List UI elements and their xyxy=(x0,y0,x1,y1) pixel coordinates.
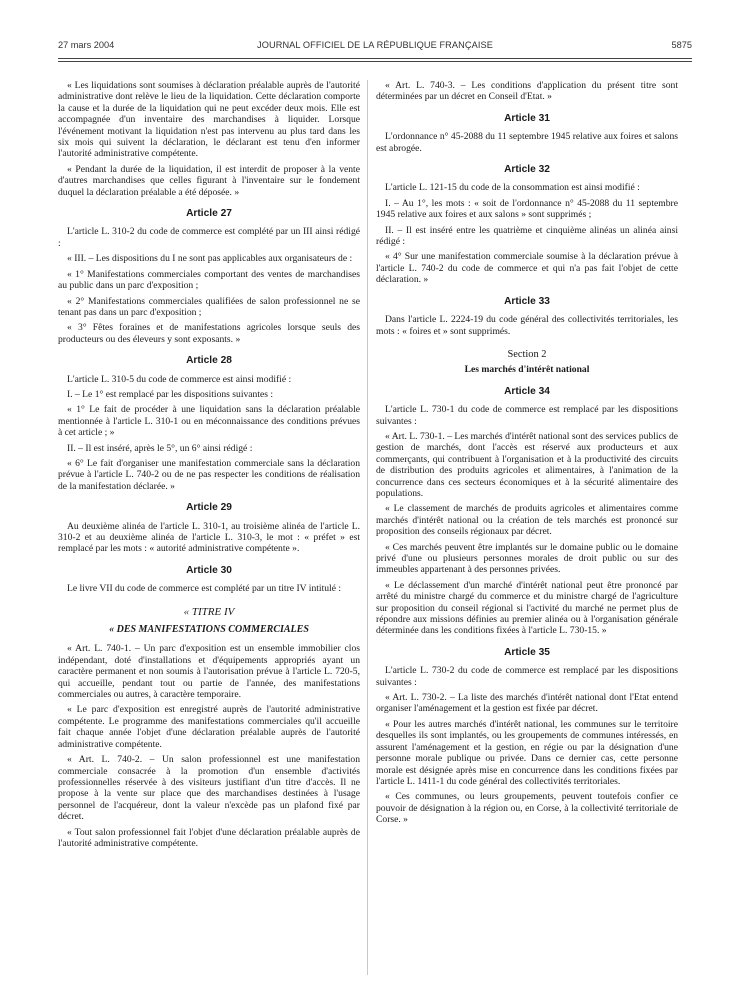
paragraph: « 3° Fêtes foraines et de manifestations agricoles lorsque seuls des producteurs ou des éleveurs y sont exposants. » xyxy=(58,322,360,345)
paragraph: I. – Au 1°, les mots : « soit de l'ordonnance n° 45-2088 du 11 septembre 1945 relative aux foires et aux salons » sont supprimés ; xyxy=(376,197,678,221)
paragraph: « 6° Le fait d'organiser une manifestation commerciale sans la déclaration prévue à l'article L. 740-2 ou de ne pas respecter les conditions de réalisation de la manifestation déclarée. » xyxy=(58,457,360,492)
paragraph: « Ces marchés peuvent être implantés sur le domaine public ou le domaine privé d'une ou plusieurs personnes morales de droit public ou sur des immeubles appartenant à des personnes privées. xyxy=(376,541,678,576)
article-heading: Article 29 xyxy=(186,502,232,514)
paragraph: « Pour les autres marchés d'intérêt national, les communes sur le territoire desquelles ils sont implantés, ou les groupements de communes intéressés, en assurent l'aménagement et la gestion, en régie ou par la désignation d'une personne morale publique ou privée. Dans ce dernier cas, cette personne morale est désignée après mise en concurrence dans les conditions fixées par l'article L. 1411-1 du code général des collectivités territoriales. xyxy=(376,718,678,787)
paragraph: L'article L. 730-1 du code de commerce est remplacé par les dispositions suivantes : xyxy=(376,404,678,427)
paragraph: « III. – Les dispositions du I ne sont pas applicables aux organisateurs de : xyxy=(67,253,353,265)
header-rule-bottom xyxy=(58,61,692,62)
article-heading: Article 32 xyxy=(504,164,550,176)
article-heading: Article 27 xyxy=(186,208,232,220)
journal-title: JOURNAL OFFICIEL DE LA RÉPUBLIQUE FRANÇAISE xyxy=(257,40,493,50)
paragraph: II. – Il est inséré entre les quatrième et cinquième alinéas un alinéa ainsi rédigé : xyxy=(376,224,678,248)
paragraph: L'article L. 730-2 du code de commerce est remplacé par les dispositions suivantes : xyxy=(376,665,678,688)
paragraph: « Art. L. 740-1. – Un parc d'exposition est un ensemble immobilier clos indépendant, doté d'installations et d'équipements appropriés ayant un caractère permanent et non soumis à l'autorisation prévue à l'article L. 720-5, qui accueille, pendant tout ou partie de l'année, des manifestations commerciales ou autres, à caractère temporaire. xyxy=(58,643,360,701)
page-number: 5875 xyxy=(671,40,692,50)
article-heading: Article 28 xyxy=(186,355,232,367)
paragraph: Dans l'article L. 2224-19 du code général des collectivités territoriales, les mots : « foires et » sont supprimés. xyxy=(376,314,678,337)
paragraph: « 1° Manifestations commerciales comportant des ventes de marchandises au public dans un parc d'exposition ; xyxy=(58,268,360,292)
paragraph: « Art. L. 740-3. – Les conditions d'application du présent titre sont déterminées par un décret en Conseil d'Etat. » xyxy=(376,80,678,103)
article-heading: Article 33 xyxy=(504,295,550,307)
column-divider xyxy=(367,80,368,975)
section-heading: Section 2 xyxy=(507,348,547,360)
header-date: 27 mars 2004 xyxy=(58,40,115,50)
paragraph: Le livre VII du code de commerce est complété par un titre IV intitulé : xyxy=(67,583,342,595)
right-column xyxy=(376,80,678,975)
paragraph: « Tout salon professionnel fait l'objet d'une déclaration préalable auprès de l'autorité administrative compétente. xyxy=(58,826,360,849)
title-heading: « TITRE IV xyxy=(183,605,235,618)
article-heading: Article 30 xyxy=(186,564,232,576)
paragraph: II. – Il est inséré, après le 5°, un 6° ainsi rédigé : xyxy=(67,442,253,454)
page-header xyxy=(58,40,692,54)
paragraph: « 4° Sur une manifestation commerciale soumise à la déclaration prévue à l'article L. 740-2 du code de commerce et qui n'a pas fait l'objet de cette déclaration. » xyxy=(376,251,678,286)
section-subheading: Les marchés d'intérêt national xyxy=(464,364,590,376)
paragraph: « Art. L. 730-1. – Les marchés d'intérêt national sont des services publics de gestion de marchés, dont l'accès est réservé aux producteurs et aux commerçants, qui contribuent à l'organisation et à la productivité des circuits de distribution des produits agricoles et alimentaires, à l'animation de la concurrence dans ces secteurs économiques et à la sécurité alimentaire des populations. xyxy=(376,430,678,499)
paragraph: « Le déclassement d'un marché d'intérêt national peut être prononcé par arrêté du ministre chargé du commerce et du ministre chargé de l'agriculture sur proposition du conseil régional si l'activité du marché ne permet plus de répondre aux missions définies au premier alinéa ou à l'organisation générale déterminée dans les conditions fixées à l'article L. 730-15. » xyxy=(376,579,678,637)
paragraph: « 1° Le fait de procéder à une liquidation sans la déclaration préalable mentionnée à l'article L. 310-1 ou en méconnaissance des conditions prévues à cet article ; » xyxy=(58,404,360,439)
paragraph: Au deuxième alinéa de l'article L. 310-1, au troisième alinéa de l'article L. 310-2 et au deuxième alinéa de l'article L. 310-3, le mot : « préfet » est remplacé par les mots : « autorité administrative compétente ». xyxy=(58,520,360,555)
paragraph: « 2° Manifestations commerciales qualifiées de salon professionnel ne se tenant pas dans un parc d'exposition ; xyxy=(58,295,360,318)
header-rule-top xyxy=(58,58,692,59)
title-subheading: « DES MANIFESTATIONS COMMERCIALES xyxy=(109,624,309,636)
paragraph: L'ordonnance n° 45-2088 du 11 septembre 1945 relative aux foires et salons est abrogée. xyxy=(376,131,678,154)
article-heading: Article 31 xyxy=(504,112,550,124)
left-column xyxy=(58,80,360,975)
paragraph: L'article L. 310-2 du code de commerce est complété par un III ainsi rédigé : xyxy=(58,226,360,249)
paragraph: I. – Le 1° est remplacé par les dispositions suivantes : xyxy=(67,388,274,400)
paragraph: « Art. L. 730-2. – La liste des marchés d'intérêt national dont l'Etat entend organiser l'aménagement et la gestion est fixée par décret. xyxy=(376,692,678,715)
article-heading: Article 34 xyxy=(504,385,550,397)
paragraph: « Pendant la durée de la liquidation, il est interdit de proposer à la vente d'autres marchandises que celles figurant à l'inventaire sur le fondement duquel la déclaration préalable a été déposée. » xyxy=(58,163,360,198)
paragraph: « Ces communes, ou leurs groupements, peuvent toutefois confier ce pouvoir de désignation à la région ou, en Corse, à la collectivité territoriale de Corse. » xyxy=(376,791,678,826)
paragraph: « Art. L. 740-2. – Un salon professionnel est une manifestation commerciale consacrée à la promotion d'un ensemble d'activités professionnelles réservée à des visiteurs justifiant d'un titre d'accès. Il ne propose à la vente sur place que des marchandises destinées à l'usage personnel de l'acquéreur, dont la valeur n'excède pas un plafond fixé par décret. xyxy=(58,754,360,823)
paragraph: « Le classement de marchés de produits agricoles et alimentaires comme marchés d'intérêt national ou la création de tels marchés est prononcé sur proposition des conseils régionaux par décret. xyxy=(376,503,678,538)
paragraph: L'article L. 121-15 du code de la consommation est ainsi modifié : xyxy=(385,182,640,194)
paragraph: « Le parc d'exposition est enregistré auprès de l'autorité administrative compétente. Le programme des manifestations commerciales qu'il accueille fait chaque année l'objet d'une déclaration préalable auprès de l'autorité administrative compétente. xyxy=(58,704,360,750)
paragraph: L'article L. 310-5 du code de commerce est ainsi modifié : xyxy=(67,373,292,385)
paragraph: « Les liquidations sont soumises à déclaration préalable auprès de l'autorité administrative dont relève le lieu de la liquidation. Cette déclaration comporte la cause et la durée de la liquidation qui ne peut excéder deux mois. Elle est accompagnée d'un inventaire des marchandises à liquider. Lorsque l'événement motivant la liquidation n'est pas intervenu au plus tard dans les six mois qui suivent la déclaration, le déclarant est tenu d'en informer l'autorité administrative compétente. xyxy=(58,80,360,160)
article-heading: Article 35 xyxy=(504,646,550,658)
